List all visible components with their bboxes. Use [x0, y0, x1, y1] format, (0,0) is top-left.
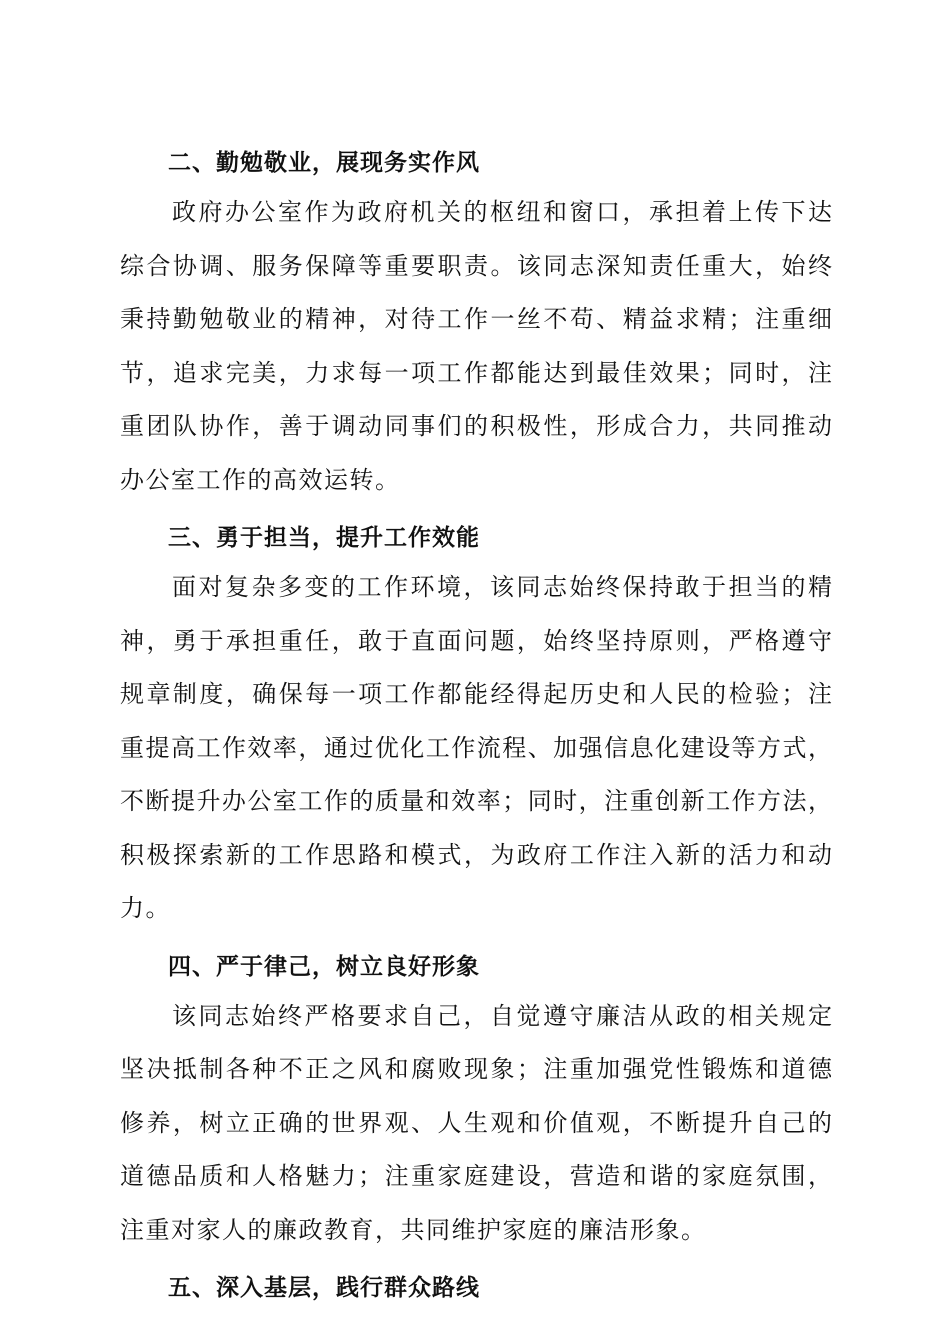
paragraph-line: 秉持勤勉敬业的精神，对待工作一丝不苟、精益求精；注重细	[120, 305, 832, 333]
section-paragraph	[120, 186, 832, 507]
paragraph-line: 该同志始终严格要求自己，自觉遵守廉洁从政的相关规定	[172, 1001, 832, 1030]
paragraph-line: 面对复杂多变的工作环境，该同志始终保持敢于担当的精	[172, 573, 832, 601]
section-5	[120, 1265, 832, 1311]
section-4	[120, 944, 832, 1258]
paragraph-line: 力。	[120, 894, 171, 922]
paragraph-line: 注重对家人的廉政教育，共同维护家庭的廉洁形象。	[120, 1215, 707, 1244]
paragraph-line: 重提高工作效率，通过优化工作流程、加强信息化建设等方式，	[120, 733, 832, 762]
paragraph-line: 节，追求完美，力求每一项工作都能达到最佳效果；同时，注	[120, 358, 832, 387]
document-body	[120, 140, 832, 1311]
paragraph-line: 政府办公室作为政府机关的枢纽和窗口，承担着上传下达	[172, 198, 832, 226]
section-paragraph	[120, 561, 832, 936]
section-paragraph	[120, 990, 832, 1258]
section-heading: 三、勇于担当，提升工作效能	[168, 525, 480, 551]
paragraph-line: 坚决抵制各种不正之风和腐败现象；注重加强党性锻炼和道德	[120, 1055, 832, 1083]
paragraph-line: 积极探索新的工作思路和模式，为政府工作注入新的活力和动	[120, 840, 832, 869]
section-3	[120, 515, 832, 936]
section-heading: 五、深入基层，践行群众路线	[168, 1275, 480, 1301]
paragraph-line: 重团队协作，善于调动同事们的积极性，形成合力，共同推动	[120, 412, 832, 440]
section-heading: 四、严于律己，树立良好形象	[168, 953, 480, 980]
paragraph-line: 不断提升办公室工作的质量和效率；同时，注重创新工作方法，	[120, 787, 832, 815]
section-heading: 二、勤勉敬业，展现务实作风	[168, 150, 480, 176]
paragraph-line: 办公室工作的高效运转。	[120, 465, 401, 494]
paragraph-line: 综合协调、服务保障等重要职责。该同志深知责任重大，始终	[120, 251, 832, 280]
paragraph-line: 规章制度，确保每一项工作都能经得起历史和人民的检验；注	[120, 680, 832, 708]
paragraph-line: 修养，树立正确的世界观、人生观和价值观，不断提升自己的	[120, 1108, 832, 1137]
paragraph-line: 道德品质和人格魅力；注重家庭建设，营造和谐的家庭氛围，	[120, 1162, 832, 1190]
paragraph-line: 神，勇于承担重任，敢于直面问题，始终坚持原则，严格遵守	[120, 626, 832, 655]
section-2	[120, 140, 832, 507]
